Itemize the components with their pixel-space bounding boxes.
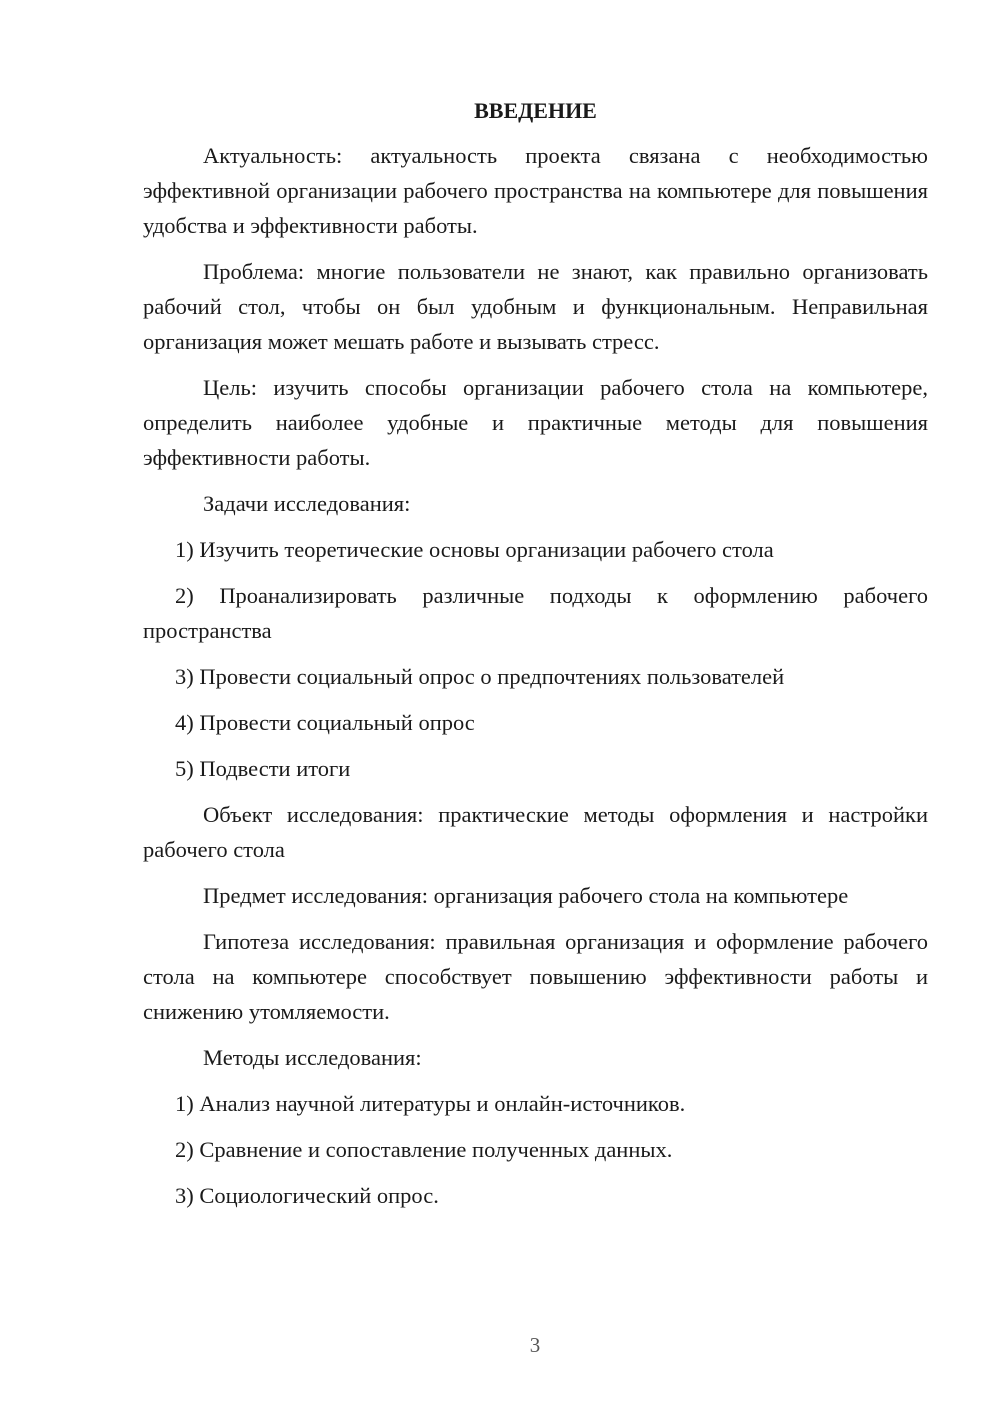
method-item-2: 2) Сравнение и сопоставление полученных данных. [175,1137,673,1162]
task-item-2: 2) Проанализировать различные подходы к оформлению рабочего пространства [143,583,928,643]
task-item-4: 4) Провести социальный опрос [175,710,475,735]
task-item-1: 1) Изучить теоретические основы организации рабочего стола [175,537,774,562]
task-item-3: 3) Провести социальный опрос о предпочтениях пользователей [175,664,785,689]
task-item-5: 5) Подвести итоги [175,756,351,781]
method-item-3: 3) Социологический опрос. [175,1183,439,1208]
section-heading: ВВЕДЕНИЕ [474,98,597,123]
document-page [143,96,928,1224]
goal-paragraph: Цель: изучить способы организации рабочего стола на компьютере, определить наиболее удобные и практичные методы для повышения эффективности работы. [143,375,928,470]
problem-paragraph: Проблема: многие пользователи не знают, как правильно организовать рабочий стол, чтобы он был удобным и функциональным. Неправильная организация может мешать работе и вызывать стресс. [143,259,928,354]
methods-title: Методы исследования: [203,1045,422,1070]
hypothesis-paragraph: Гипотеза исследования: правильная организация и оформление рабочего стола на компьютере способствует повышению эффективности работы и снижению утомляемости. [143,929,928,1024]
relevance-paragraph: Актуальность: актуальность проекта связана с необходимостью эффективной организации рабочего пространства на компьютере для повышения удобства и эффективности работы. [143,143,928,238]
page-number: 3 [529,1333,541,1357]
method-item-1: 1) Анализ научной литературы и онлайн-источников. [175,1091,686,1116]
object-paragraph: Объект исследования: практические методы оформления и настройки рабочего стола [143,802,928,862]
subject-paragraph: Предмет исследования: организация рабочего стола на компьютере [203,883,849,908]
tasks-title: Задачи исследования: [203,491,411,516]
